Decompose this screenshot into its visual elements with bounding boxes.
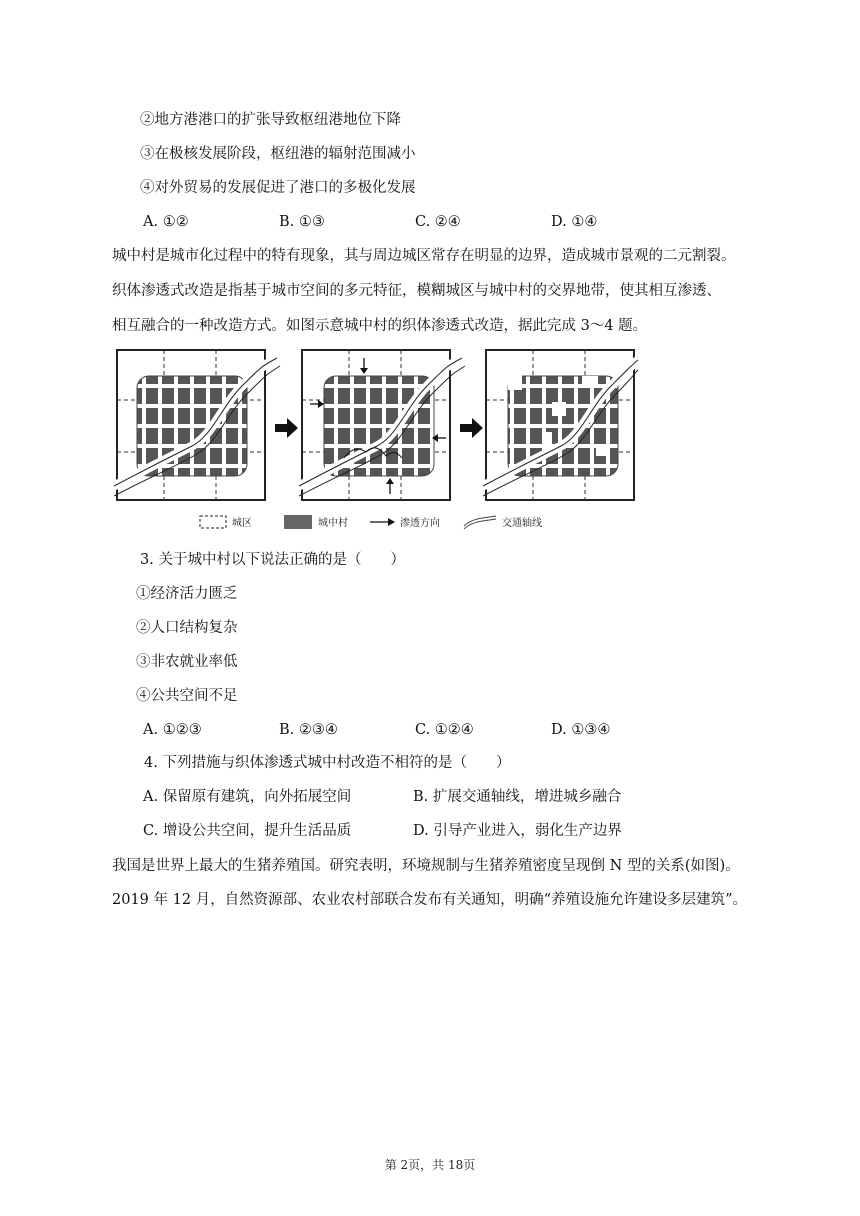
q3-option-d: D. ①③④ [551, 722, 611, 738]
legend-axis-label: 交通轴线 [502, 518, 542, 529]
panel-2 [299, 350, 465, 500]
figure-legend [200, 515, 542, 529]
q3-statement-4: ④公共空间不足 [136, 688, 238, 704]
q2-option-b: B. ①③ [279, 214, 325, 230]
q3-option-b: B. ②③④ [279, 722, 338, 738]
q4-option-b: B. 扩展交通轴线，增进城乡融合 [413, 789, 622, 805]
q4-option-a: A. 保留原有建筑，向外拓展空间 [143, 789, 352, 805]
legend-direction-label: 渗透方向 [400, 518, 440, 529]
statement-3: ③在极核发展阶段，枢纽港的辐射范围减小 [140, 146, 416, 162]
passage1-line2: 织体渗透式改造是指基于城市空间的多元特征，模糊城区与城中村的交界地带，使其相互渗透、 [112, 283, 721, 299]
q3-statement-1: ①经济活力匮乏 [136, 586, 238, 602]
passage1-line1: 城中村是城市化过程中的特有现象，其与周边城区常存在明显的边界，造成城市景观的二元割裂。 [112, 248, 736, 264]
legend-village-swatch [284, 515, 312, 529]
q4-options-row1 [143, 787, 743, 807]
q3-statement-2: ②人口结构复杂 [136, 620, 238, 636]
q2-options [143, 212, 743, 232]
legend-village-label: 城中村 [318, 518, 348, 529]
page-footer: 第 2页，共 18页 [384, 1158, 476, 1172]
q4-option-c: C. 增设公共空间，提升生活品质 [143, 823, 352, 839]
passage2-line1: 我国是世界上最大的生猪养殖国。研究表明，环境规制与生猪养殖密度呈现倒 N 型的关系(如图)。 [112, 858, 740, 874]
q4-stem: 4. 下列措施与织体渗透式城中村改造不相符的是（ ） [144, 755, 511, 771]
q2-option-a: A. ①② [143, 214, 189, 230]
panel-3 [483, 350, 638, 500]
q2-option-d: D. ①④ [551, 214, 598, 230]
statement-4: ④对外贸易的发展促进了港口的多极化发展 [140, 180, 416, 196]
q3-statement-3: ③非农就业率低 [136, 654, 238, 670]
q3-options [143, 720, 743, 740]
passage1-line3: 相互融合的一种改造方式。如图示意城中村的织体渗透式改造，据此完成 3～4 题。 [112, 318, 648, 334]
panel-1 [114, 350, 280, 500]
passage2-line2: 2019 年 12 月，自然资源部、农业农村部联合发布有关通知，明确“养殖设施允许建设多层建筑”。 [112, 892, 748, 908]
arrow-right-1 [275, 418, 298, 438]
arrow-right-2 [460, 418, 483, 438]
legend-urban-label: 城区 [232, 518, 252, 529]
q4-options-row2 [143, 821, 743, 841]
legend-urban-swatch [200, 516, 226, 528]
q4-option-d: D. 引导产业进入，弱化生产边界 [413, 823, 622, 839]
urban-village-figure [112, 346, 638, 534]
q3-option-a: A. ①②③ [143, 722, 202, 738]
q3-option-c: C. ①②④ [415, 722, 474, 738]
q3-stem: 3. 关于城中村以下说法正确的是（ ） [140, 552, 405, 568]
legend-arrow-icon [388, 518, 395, 526]
q2-option-c: C. ②④ [415, 214, 461, 230]
figure-svg [112, 346, 638, 534]
statement-2: ②地方港港口的扩张导致枢纽港地位下降 [140, 112, 401, 128]
